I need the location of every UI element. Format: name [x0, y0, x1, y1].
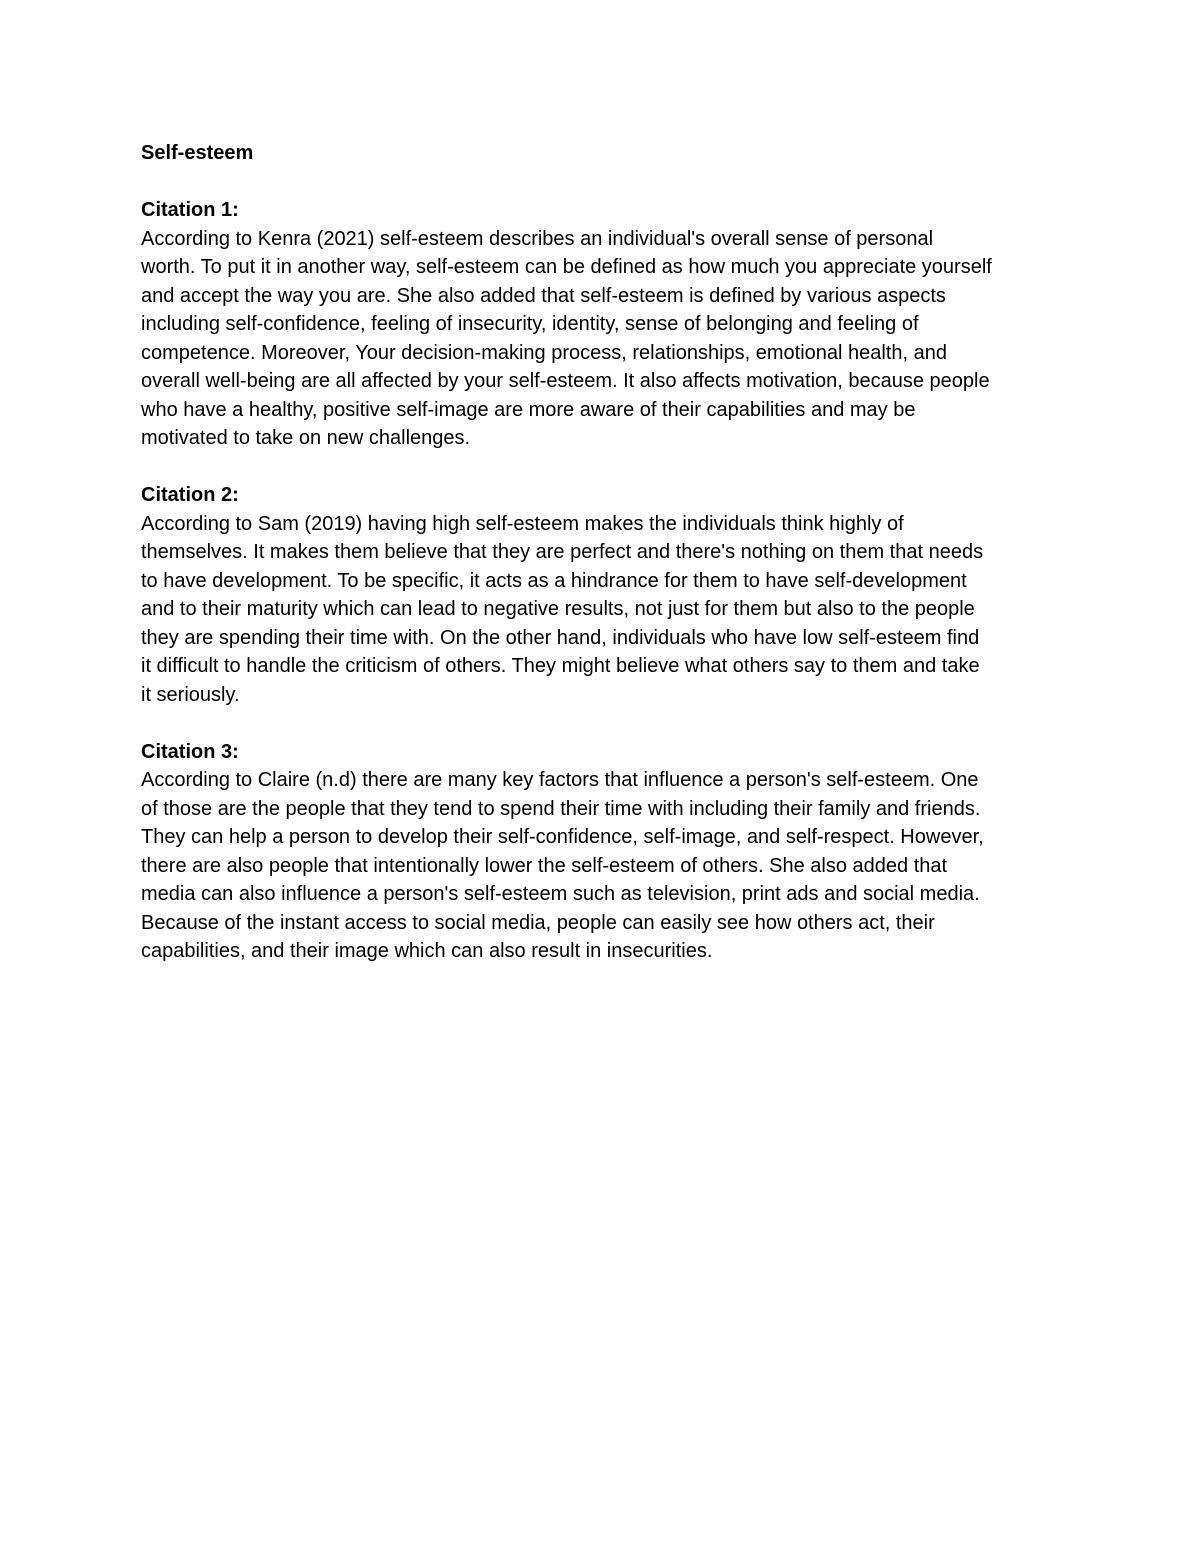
citation-text-line: including self-confidence, feeling of insecurity, identity, sense of belonging and feeling of — [141, 313, 919, 335]
citation-text-line: overall well-being are all affected by your self-esteem. It also affects motivation, because people — [141, 370, 990, 392]
citation-1 — [141, 196, 1071, 453]
citation-text-line: According to Claire (n.d) there are many key factors that influence a person's self-esteem. One — [141, 769, 979, 791]
citation-text-line: capabilities, and their image which can also result in insecurities. — [141, 940, 713, 962]
citation-heading: Citation 3: — [141, 740, 239, 763]
citation-text-line: worth. To put it in another way, self-esteem can be defined as how much you appreciate yourself — [141, 256, 992, 278]
citation-text-line: it seriously. — [141, 683, 240, 706]
document-title: Self-esteem — [141, 142, 254, 164]
citation-text-line: it difficult to handle the criticism of others. They might believe what others say to them and take — [141, 655, 980, 677]
citation-text-line: Because of the instant access to social media, people can easily see how others act, their — [141, 911, 935, 934]
citation-3 — [141, 738, 1071, 966]
citation-text-line: motivated to take on new challenges. — [141, 427, 471, 449]
document-body — [141, 139, 1071, 994]
citation-text-line: of those are the people that they tend to spend their time with including their family and friends. — [141, 797, 981, 820]
citation-heading: Citation 1: — [141, 199, 239, 221]
citation-text-line: According to Sam (2019) having high self-esteem makes the individuals think highly of — [141, 512, 904, 535]
citation-text-line: there are also people that intentionally lower the self-esteem of others. She also added that — [141, 854, 948, 877]
citation-text-line: who have a healthy, positive self-image are more aware of their capabilities and may be — [141, 398, 916, 421]
citation-text-line: themselves. It makes them believe that they are perfect and there's nothing on them that needs — [141, 541, 984, 563]
citation-text-line: they are spending their time with. On the other hand, individuals who have low self-esteem find — [141, 626, 980, 649]
citation-2 — [141, 481, 1071, 709]
citation-text-line: media can also influence a person's self-esteem such as television, print ads and social media. — [141, 883, 980, 905]
citation-heading: Citation 2: — [141, 484, 239, 506]
citation-text-line: and accept the way you are. She also added that self-esteem is defined by various aspects — [141, 284, 946, 307]
citation-text-line: According to Kenra (2021) self-esteem describes an individual's overall sense of personal — [141, 227, 934, 250]
citation-text-line: to have development. To be specific, it acts as a hindrance for them to have self-development — [141, 569, 967, 592]
citation-text-line: competence. Moreover, Your decision-making process, relationships, emotional health, and — [141, 341, 948, 364]
citation-text-line: and to their maturity which can lead to negative results, not just for them but also to the people — [141, 598, 975, 620]
citation-text-line: They can help a person to develop their self-confidence, self-image, and self-respect. However, — [141, 826, 984, 848]
